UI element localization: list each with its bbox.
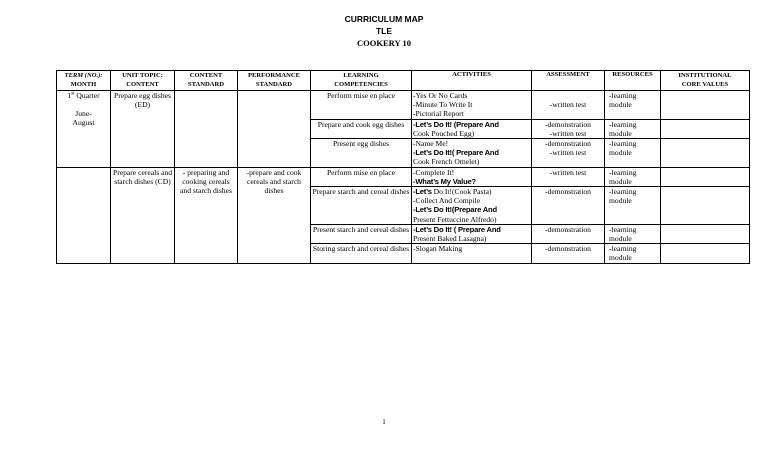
competency-cell: Prepare and cook egg dishes xyxy=(311,119,412,138)
competency-cell: Perform mise en place xyxy=(311,167,412,186)
term-cell xyxy=(57,167,111,263)
assessment-cell: -written test xyxy=(532,91,605,120)
resources-cell: -learning module xyxy=(605,244,661,263)
document-subject: TLE xyxy=(375,26,393,36)
document-course: COOKERY 10 xyxy=(357,38,411,48)
curriculum-map-table xyxy=(56,70,750,264)
competency-cell: Storing starch and cereal dishes xyxy=(311,244,412,263)
resources-cell: -learning module xyxy=(605,224,661,243)
content-standard-cell: - preparing and cooking cereals and starch dishes xyxy=(175,167,238,263)
header-resources: RESOURCES xyxy=(605,71,661,91)
competency-cell: Present starch and cereal dishes xyxy=(311,224,412,243)
header-learning-competencies: LEARNING COMPETENCIES xyxy=(311,71,412,91)
resources-cell: -learning module xyxy=(605,119,661,138)
resources-cell: -learning module xyxy=(605,187,661,225)
core-values-cell xyxy=(661,187,750,225)
term-cell: 1st Quarter June- August xyxy=(57,91,111,168)
assessment-cell: -demonstration -written test xyxy=(532,139,605,168)
table-row xyxy=(57,167,750,186)
assessment-cell: -demonstration xyxy=(532,224,605,243)
core-values-cell xyxy=(661,244,750,263)
header-content-standard: CONTENT STANDARD xyxy=(175,71,238,91)
resources-cell: -learning module xyxy=(605,167,661,186)
unit-topic-cell: Prepare egg dishes (ED) xyxy=(111,91,175,168)
activities-cell: -Name Me! -Let’s Do It!( Prepare And Cook French Omelet) xyxy=(412,139,532,168)
core-values-cell xyxy=(661,119,750,138)
document-title: CURRICULUM MAP xyxy=(344,14,424,24)
activities-cell: -Let’s Do It! ( Prepare And Present Baked Lasagna) xyxy=(412,224,532,243)
performance-standard-cell: -prepare and cook cereals and starch dishes xyxy=(238,167,311,263)
header-activities: ACTIVITIES xyxy=(412,71,532,91)
header-row xyxy=(57,71,750,91)
resources-cell: -learning module xyxy=(605,91,661,120)
competency-cell: Prepare starch and cereal dishes xyxy=(311,187,412,225)
header-assessment: ASSESSMENT xyxy=(532,71,605,91)
activities-cell: -Slogan Making xyxy=(412,244,532,263)
assessment-cell: -demonstration -written test xyxy=(532,119,605,138)
performance-standard-cell xyxy=(238,91,311,168)
activities-cell: -Yes Or No Cards -Minute To Write It -Pictorial Report xyxy=(412,91,532,120)
core-values-cell xyxy=(661,224,750,243)
activities-cell: -Let’s Do It! (Prepare And Cook Pouched Egg) xyxy=(412,119,532,138)
assessment-cell: -demonstration xyxy=(532,244,605,263)
resources-cell: -learning module xyxy=(605,139,661,168)
page-number: 1 xyxy=(382,418,386,426)
content-standard-cell xyxy=(175,91,238,168)
competency-cell: Perform mise en place xyxy=(311,91,412,120)
activities-cell: -Complete It! -What’s My Value? xyxy=(412,167,532,186)
table-row xyxy=(57,91,750,120)
core-values-cell xyxy=(661,91,750,120)
core-values-cell xyxy=(661,139,750,168)
unit-topic-cell: Prepare cereals and starch dishes (CD) xyxy=(111,167,175,263)
header-core-values: INSTITUTIONAL CORE VALUES xyxy=(661,71,750,91)
core-values-cell xyxy=(661,167,750,186)
assessment-cell: -demonstration xyxy=(532,187,605,225)
competency-cell: Present egg dishes xyxy=(311,139,412,168)
header-unit-topic: UNIT TOPIC: CONTENT xyxy=(111,71,175,91)
activities-cell: -Let’s Do It!(Cook Pasta) -Collect And Compile -Let’s Do It!(Prepare And Present Fettuccine Alfredo) xyxy=(412,187,532,225)
assessment-cell: -written test xyxy=(532,167,605,186)
header-performance-standard: PERFORMANCE STANDARD xyxy=(238,71,311,91)
header-term: TERM (NO.): MONTH xyxy=(57,71,111,91)
